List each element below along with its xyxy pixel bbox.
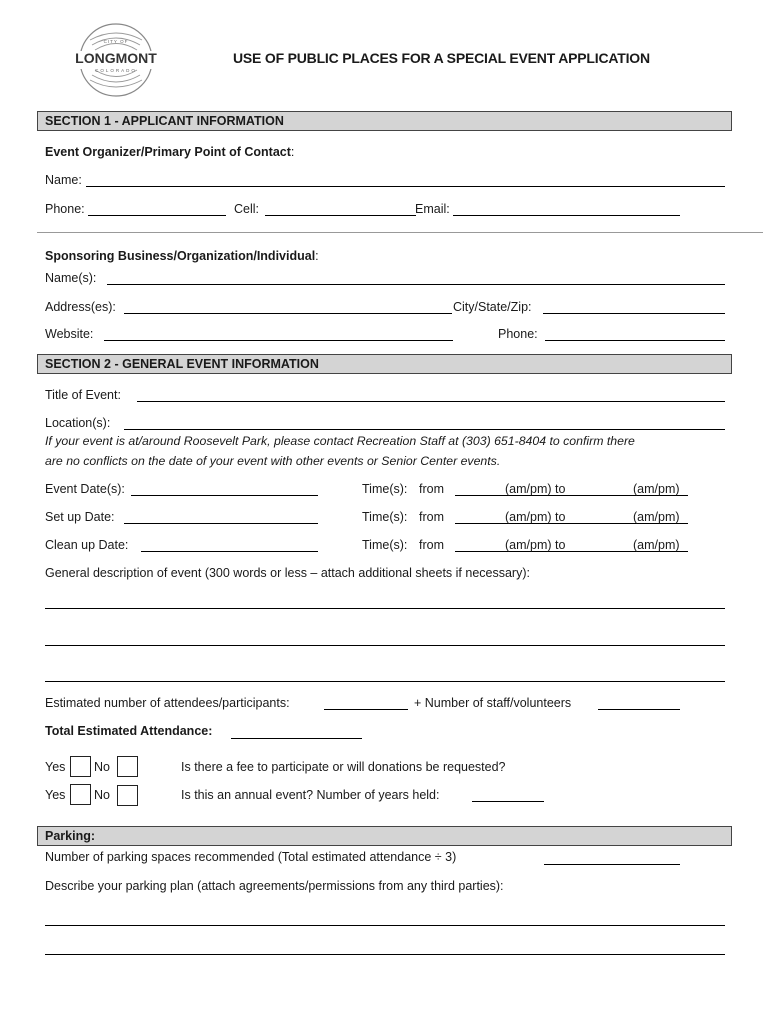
cleanup-from-label: from bbox=[419, 538, 444, 552]
parking-spaces-label: Number of parking spaces recommended (Total estimated attendance ÷ 3) bbox=[45, 850, 457, 864]
event-date-label: Event Date(s): bbox=[45, 482, 125, 496]
event-ampm-to: (am/pm) to bbox=[505, 482, 566, 496]
event-from-label: from bbox=[419, 482, 444, 496]
section-2-header: SECTION 2 - GENERAL EVENT INFORMATION bbox=[37, 354, 732, 374]
phone-label: Phone: bbox=[45, 202, 85, 216]
setup-date-label: Set up Date: bbox=[45, 510, 115, 524]
sponsor-heading: Sponsoring Business/Organization/Individual: bbox=[45, 249, 319, 263]
organizer-heading: Event Organizer/Primary Point of Contact: bbox=[45, 145, 295, 159]
setup-ampm-to: (am/pm) to bbox=[505, 510, 566, 524]
city-state-zip-field[interactable] bbox=[543, 313, 725, 314]
cleanup-date-label: Clean up Date: bbox=[45, 538, 129, 552]
annual-no-checkbox[interactable] bbox=[117, 785, 138, 806]
address-label: Address(es): bbox=[45, 300, 116, 314]
city-state-zip-label: City/State/Zip: bbox=[453, 300, 532, 314]
email-field[interactable] bbox=[453, 215, 680, 216]
sponsor-phone-field[interactable] bbox=[545, 340, 725, 341]
setup-ampm: (am/pm) bbox=[633, 510, 680, 524]
parking-spaces-field[interactable] bbox=[544, 864, 680, 865]
cell-label: Cell: bbox=[234, 202, 260, 216]
staff-label: + Number of staff/volunteers bbox=[414, 696, 572, 710]
website-field[interactable] bbox=[104, 340, 453, 341]
name-field[interactable] bbox=[86, 186, 725, 187]
fee-no-label: No bbox=[94, 760, 110, 774]
total-attendance-label: Total Estimated Attendance: bbox=[45, 724, 213, 738]
parking-header: Parking: bbox=[37, 826, 732, 846]
fee-no-checkbox[interactable] bbox=[117, 756, 138, 777]
cleanup-ampm-to: (am/pm) to bbox=[505, 538, 566, 552]
sponsor-names-field[interactable] bbox=[107, 284, 725, 285]
name-label: Name: bbox=[45, 173, 82, 187]
staff-field[interactable] bbox=[598, 709, 680, 710]
parking-plan-label: Describe your parking plan (attach agreements/permissions from any third parties): bbox=[45, 879, 504, 893]
description-line-2[interactable] bbox=[45, 645, 725, 646]
logo-colorado: COLORADO bbox=[95, 68, 137, 73]
setup-times-label: Time(s): bbox=[362, 510, 408, 524]
description-line-3[interactable] bbox=[45, 681, 725, 682]
fee-yes-label: Yes bbox=[45, 760, 66, 774]
attendees-label: Estimated number of attendees/participants: bbox=[45, 696, 290, 710]
event-ampm: (am/pm) bbox=[633, 482, 680, 496]
annual-no-label: No bbox=[94, 788, 110, 802]
roosevelt-park-note: If your event is at/around Roosevelt Park, please contact Recreation Staff at (303) 651-8404 to confirm there bbox=[45, 434, 635, 448]
page-title: USE OF PUBLIC PLACES FOR A SPECIAL EVENT APPLICATION bbox=[233, 50, 650, 66]
annual-yes-label: Yes bbox=[45, 788, 66, 802]
logo-name: LONGMONT bbox=[75, 50, 157, 66]
event-times-label: Time(s): bbox=[362, 482, 408, 496]
sponsor-phone-label: Phone: bbox=[498, 327, 538, 341]
section-1-header: SECTION 1 - APPLICANT INFORMATION bbox=[37, 111, 732, 131]
cleanup-date-field[interactable] bbox=[141, 551, 318, 552]
attendees-field[interactable] bbox=[324, 709, 408, 710]
phone-field[interactable] bbox=[88, 215, 226, 216]
cleanup-times-label: Time(s): bbox=[362, 538, 408, 552]
event-title-field[interactable] bbox=[137, 401, 725, 402]
address-field[interactable] bbox=[124, 313, 452, 314]
cleanup-ampm: (am/pm) bbox=[633, 538, 680, 552]
description-label: General description of event (300 words or less – attach additional sheets if necessary): bbox=[45, 566, 530, 580]
parking-plan-line-1[interactable] bbox=[45, 925, 725, 926]
location-field[interactable] bbox=[124, 429, 725, 430]
location-label: Location(s): bbox=[45, 416, 111, 430]
annual-question: Is this an annual event? Number of years held: bbox=[181, 788, 440, 802]
section-divider bbox=[37, 232, 763, 233]
description-line-1[interactable] bbox=[45, 608, 725, 609]
event-date-field[interactable] bbox=[131, 495, 318, 496]
setup-from-label: from bbox=[419, 510, 444, 524]
years-held-field[interactable] bbox=[472, 801, 544, 802]
logo-city-of: CITY OF bbox=[103, 39, 129, 44]
fee-question: Is there a fee to participate or will donations be requested? bbox=[181, 760, 506, 774]
parking-plan-line-2[interactable] bbox=[45, 954, 725, 955]
website-label: Website: bbox=[45, 327, 94, 341]
annual-yes-checkbox[interactable] bbox=[70, 784, 91, 805]
event-title-label: Title of Event: bbox=[45, 388, 121, 402]
cell-field[interactable] bbox=[265, 215, 416, 216]
setup-date-field[interactable] bbox=[124, 523, 318, 524]
longmont-logo bbox=[76, 20, 156, 100]
fee-yes-checkbox[interactable] bbox=[70, 756, 91, 777]
email-label: Email: bbox=[415, 202, 450, 216]
sponsor-names-label: Name(s): bbox=[45, 271, 97, 285]
total-attendance-field[interactable] bbox=[231, 738, 362, 739]
roosevelt-park-note-2: are no conflicts on the date of your event with other events or Senior Center events. bbox=[45, 454, 501, 468]
